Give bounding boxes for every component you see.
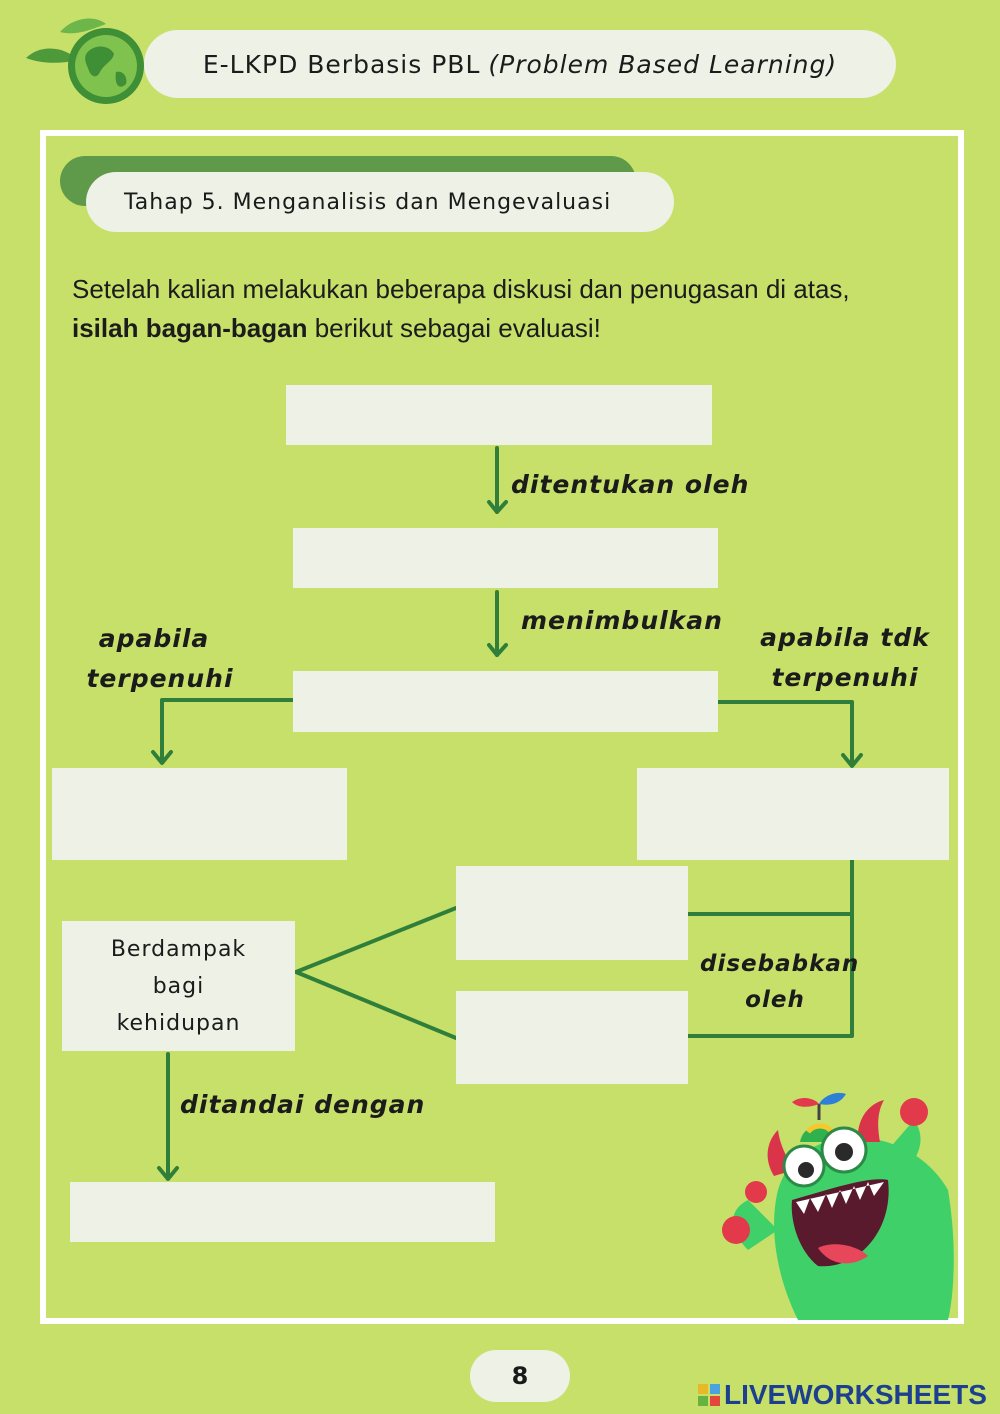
intro-line-1: Setelah kalian melakukan beberapa diskusi dan penugasan di atas, (72, 274, 850, 304)
liveworksheets-logo-icon (698, 1384, 720, 1406)
answer-box-3[interactable] (293, 671, 718, 732)
page-number: 8 (470, 1350, 570, 1402)
answer-box-left[interactable] (52, 768, 347, 860)
liveworksheets-text: LIVEWORKSHEETS (724, 1379, 987, 1410)
intro-bold: isilah bagan-bagan (72, 313, 308, 343)
stage-title: Tahap 5. Menganalisis dan Mengevaluasi (124, 189, 612, 215)
disebabkan-line-2: oleh (745, 987, 805, 1013)
label-disebabkan-oleh (700, 946, 860, 1018)
box-berdampak (62, 921, 295, 1051)
apabila-line-2: terpenuhi (86, 664, 234, 693)
monster-illustration (708, 1080, 958, 1320)
berdampak-line-3: kehidupan (116, 1010, 241, 1036)
header-title: E-LKPD Berbasis PBL (202, 49, 481, 79)
apabila-tdk-line-2: terpenuhi (771, 663, 919, 692)
label-ditentukan-oleh: ditentukan oleh (511, 470, 750, 499)
disebabkan-line-1: disebabkan (700, 951, 860, 977)
berdampak-line-1: Berdampak (110, 936, 247, 962)
header-title-italic: (Problem Based Learning) (488, 49, 838, 79)
label-apabila-terpenuhi (80, 619, 240, 699)
answer-box-cause-1[interactable] (456, 866, 688, 960)
label-ditandai-dengan: ditandai dengan (180, 1090, 426, 1119)
label-apabila-tdk-terpenuhi (760, 618, 930, 698)
label-menimbulkan: menimbulkan (521, 606, 723, 635)
berdampak-line-2: bagi (152, 973, 205, 999)
answer-box-right[interactable] (637, 768, 949, 860)
intro-rest: berikut sebagai evaluasi! (307, 313, 601, 343)
answer-box-1[interactable] (286, 385, 712, 445)
answer-box-cause-2[interactable] (456, 991, 688, 1084)
apabila-tdk-line-1: apabila tdk (760, 623, 930, 652)
answer-box-sign[interactable] (70, 1182, 495, 1242)
liveworksheets-brand (698, 1378, 987, 1412)
answer-box-2[interactable] (293, 528, 718, 588)
apabila-line-1: apabila (98, 624, 210, 653)
